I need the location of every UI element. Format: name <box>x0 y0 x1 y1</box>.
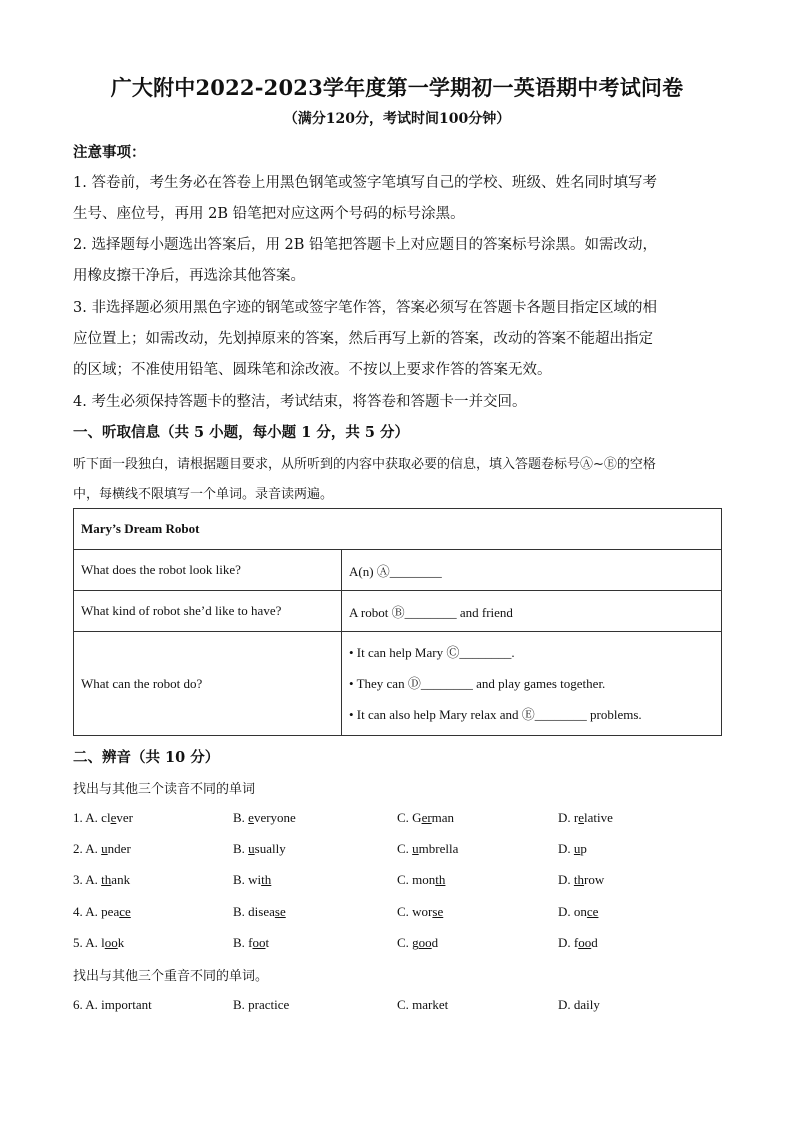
page-title: 广大附中2022-2023学年度第一学期初一英语期中考试问卷 <box>110 75 684 100</box>
option-d: D. throw <box>558 872 605 887</box>
section1-instruction: 中，每横线不限填写一个单词。录音读两遍。 <box>73 487 334 502</box>
option-a: 4. A. peace <box>73 904 131 919</box>
answer-bullet: • It can also help Mary relax and Ⓔ________ problems. <box>349 707 642 722</box>
option-b: B. practice <box>233 997 290 1012</box>
option-b: B. disease <box>233 904 286 919</box>
option-d: D. once <box>558 904 599 919</box>
table-question: What does the robot look like? <box>74 550 342 591</box>
table-title: Mary’s Dream Robot <box>74 509 722 550</box>
notice-heading: 注意事项： <box>73 144 146 161</box>
option-c: C. worse <box>397 904 444 919</box>
section2-instruction: 找出与其他三个重音不同的单词。 <box>73 969 269 984</box>
table-answer-blank: A(n) Ⓐ________ <box>342 550 722 591</box>
option-b: B. usually <box>233 841 286 856</box>
table-question: What can the robot do? <box>74 632 342 736</box>
option-a: 6. A. important <box>73 997 152 1012</box>
option-d: D. food <box>558 935 598 950</box>
notice-line: 的区域；不准使用铅笔、圆珠笔和涂改液。不按以上要求作答的答案无效。 <box>73 362 552 378</box>
option-d: D. up <box>558 841 587 856</box>
option-b: B. with <box>233 872 272 887</box>
page-subtitle: （满分120分，考试时间100分钟） <box>283 111 511 127</box>
option-a: 5. A. look <box>73 935 125 950</box>
question-row <box>73 935 723 955</box>
question-row <box>73 997 723 1017</box>
section2-heading: 二、辨音（共 10 分） <box>73 749 220 766</box>
option-b: B. foot <box>233 935 270 950</box>
notice-line: 1. 答卷前，考生务必在答卷上用黑色钢笔或签字笔填写自己的学校、班级、姓名同时填写考 <box>73 175 657 191</box>
option-c: C. month <box>397 872 446 887</box>
option-d: D. daily <box>558 997 600 1012</box>
option-a: 1. A. clever <box>73 810 133 825</box>
answer-bullet: • It can help Mary Ⓒ________. <box>349 645 515 660</box>
notice-line: 4. 考生必须保持答题卡的整洁，考试结束，将答卷和答题卡一并交回。 <box>73 394 527 410</box>
question-row <box>73 872 723 892</box>
option-c: C. good <box>397 935 439 950</box>
table-answer-blank: A robot Ⓑ________ and friend <box>342 591 722 632</box>
option-a: 2. A. under <box>73 841 131 856</box>
option-c: C. German <box>397 810 455 825</box>
question-row <box>73 841 723 861</box>
section2-instruction: 找出与其他三个读音不同的单词 <box>73 782 256 797</box>
answer-bullet: • They can Ⓓ________ and play games together. <box>349 676 606 691</box>
robot-info-table <box>73 508 722 736</box>
option-b: B. everyone <box>233 810 296 825</box>
option-c: C. market <box>397 997 449 1012</box>
notice-line: 用橡皮擦干净后，再选涂其他答案。 <box>73 268 305 284</box>
section1-instruction: 听下面一段独白，请根据题目要求，从所听到的内容中获取必要的信息，填入答题卷标号Ⓐ~Ⓔ的空格 <box>73 457 656 472</box>
notice-line: 2. 选择题每小题选出答案后，用 2B 铅笔把答题卡上对应题目的答案标号涂黑。如需改动， <box>73 237 658 253</box>
option-a: 3. A. thank <box>73 872 131 887</box>
notice-line: 应位置上；如需改动，先划掉原来的答案，然后再写上新的答案，改动的答案不能超出指定 <box>73 331 653 347</box>
option-c: C. umbrella <box>397 841 459 856</box>
table-answer-list <box>342 632 722 736</box>
question-row <box>73 904 723 924</box>
notice-line: 生号、座位号，再用 2B 铅笔把对应这两个号码的标号涂黑。 <box>73 206 465 222</box>
notice-line: 3. 非选择题必须用黑色字迹的钢笔或签字笔作答，答案必须写在答题卡各题目指定区域的相 <box>73 300 657 316</box>
table-question: What kind of robot she’d like to have? <box>74 591 342 632</box>
option-d: D. relative <box>558 810 613 825</box>
question-row <box>73 810 723 830</box>
section1-heading: 一、听取信息（共 5 小题，每小题 1 分，共 5 分） <box>73 424 410 441</box>
